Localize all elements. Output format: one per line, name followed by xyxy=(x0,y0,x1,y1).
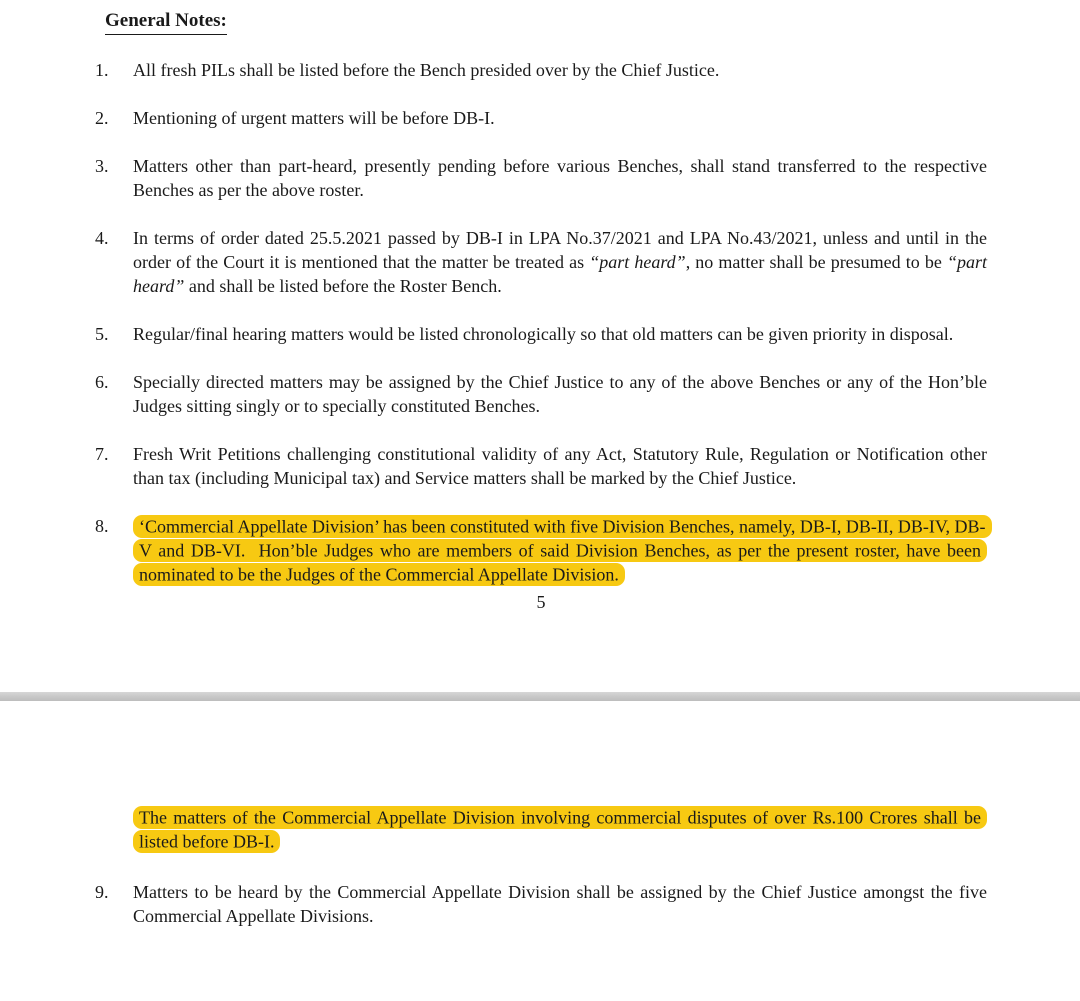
note-text-segment: , no matter shall be presumed to be xyxy=(685,252,947,272)
note-number: 5. xyxy=(95,324,109,344)
note-text-segment: In terms of order dated 25.5.2021 passed by DB-I in LPA No.37/2021 and LPA No.43/2021, unless and until in the order of the Court it is mentioned that the matter be treated as xyxy=(133,228,987,272)
note-item-8 xyxy=(95,514,987,586)
note-number: 8. xyxy=(95,516,109,536)
note-number: 1. xyxy=(95,60,109,80)
page-break-divider xyxy=(0,692,1080,701)
general-notes-heading: General Notes: xyxy=(105,9,227,35)
note-text: Matters other than part-heard, presently pending before various Benches, shall stand transferred to the respective Benches as per the above roster. xyxy=(133,156,987,200)
note-number: 7. xyxy=(95,444,109,464)
note-number: 4. xyxy=(95,228,109,248)
note-item-5 xyxy=(95,322,987,346)
note-item-1 xyxy=(95,58,987,82)
page-number: 5 xyxy=(536,592,546,612)
note-item-4 xyxy=(95,226,987,298)
note-number: 2. xyxy=(95,108,109,128)
note-text: Mentioning of urgent matters will be before DB-I. xyxy=(133,108,495,128)
highlighted-text: The matters of the Commercial Appellate Division involving commercial disputes of over Rs.100 Crores shall be listed before DB-I. xyxy=(133,806,987,853)
note-item-9 xyxy=(95,880,987,928)
highlighted-text: ‘Commercial Appellate Division’ has been constituted with five Division Benches, namely, DB-I, DB-II, DB-IV, DB-V and DB-VI. Hon’ble Judges who are members of said Division Benches, as per the present roster, have been nominated to be the Judges of the Commercial Appellate Division. xyxy=(133,515,992,586)
heading-row xyxy=(105,8,987,34)
note-number: 6. xyxy=(95,372,109,392)
note-number: 9. xyxy=(95,882,109,902)
continuation-paragraph xyxy=(133,805,987,853)
note-item-3 xyxy=(95,154,987,202)
note-item-6 xyxy=(95,370,987,418)
note-text: Specially directed matters may be assigned by the Chief Justice to any of the above Benches or any of the Hon’ble Judges sitting singly or to specially constituted Benches. xyxy=(133,372,987,416)
note-number: 3. xyxy=(95,156,109,176)
note-text: All fresh PILs shall be listed before the Bench presided over by the Chief Justice. xyxy=(133,60,720,80)
note-text: Fresh Writ Petitions challenging constitutional validity of any Act, Statutory Rule, Regulation or Notification other than tax (including Municipal tax) and Service matters shall be marked by the Chief Justice. xyxy=(133,444,987,488)
note-text-segment: and shall be listed before the Roster Bench. xyxy=(184,276,502,296)
note-item-7 xyxy=(95,442,987,490)
part-heard-italic: “part heard” xyxy=(133,252,988,296)
note-text xyxy=(133,514,987,586)
note-text: Matters to be heard by the Commercial Appellate Division shall be assigned by the Chief Justice amongst the five Commercial Appellate Divisions. xyxy=(133,882,987,926)
note-text xyxy=(133,226,987,298)
note-text: Regular/final hearing matters would be listed chronologically so that old matters can be given priority in disposal. xyxy=(133,324,954,344)
note-item-2 xyxy=(95,106,987,130)
part-heard-italic: “part heard” xyxy=(589,252,686,272)
